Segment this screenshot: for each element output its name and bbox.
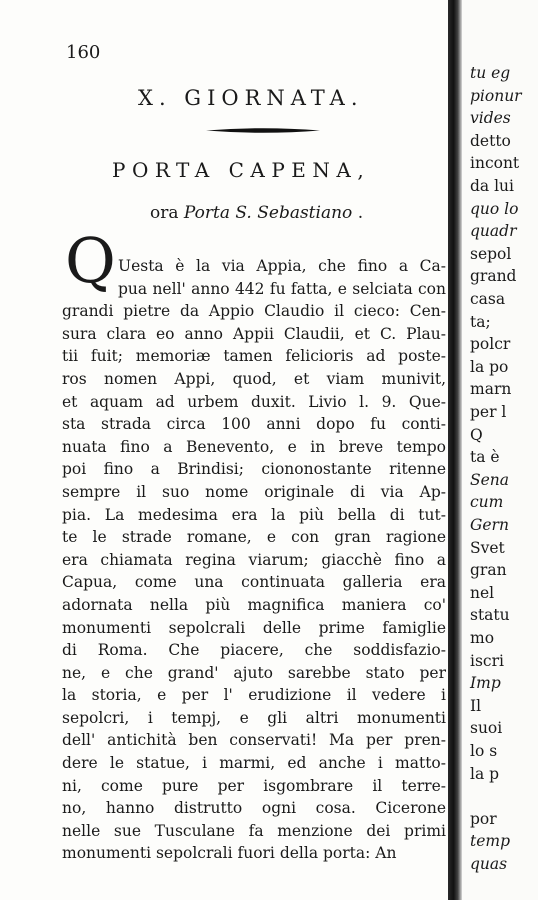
- text-line: Capua, come una continuata galleria era: [62, 573, 446, 592]
- page-number: 160: [66, 42, 101, 63]
- text-line: dere le statue, i marmi, ed anche i matto-: [62, 754, 446, 773]
- facing-text-line: ta è: [470, 448, 500, 467]
- facing-text-line: per l: [470, 403, 507, 421]
- text-line: sta strada circa 100 anni dopo fu conti-: [62, 415, 446, 434]
- text-line: sempre il suo nome originale di via Ap-: [62, 482, 446, 501]
- facing-text-line: gran: [470, 561, 507, 580]
- book-gutter: [448, 0, 462, 900]
- chapter-title: PORTA CAPENA,: [112, 158, 371, 182]
- facing-text-line: iscri: [470, 651, 504, 670]
- facing-text-line: nel: [470, 583, 495, 602]
- facing-text-line: Il: [470, 696, 482, 715]
- text-line: ne, e che grand' ajuto sarebbe stato per: [62, 663, 446, 682]
- subtitle-suffix: .: [357, 203, 364, 223]
- facing-text-line: da lui: [470, 177, 514, 195]
- facing-text-line: statu: [470, 606, 510, 625]
- text-line: sura clara eo anno Appii Claudii, et C. Plau-: [62, 324, 446, 343]
- facing-text-line: casa: [470, 290, 506, 308]
- text-line: nelle sue Tusculane fa menzione dei primi: [62, 821, 446, 840]
- text-line: nuata fino a Benevento, e in breve tempo: [62, 437, 446, 456]
- text-line: pua nell' anno 442 fu fatta, e selciata con: [118, 279, 446, 298]
- facing-text-line: quas: [470, 855, 508, 873]
- facing-text-line: Sena: [470, 470, 510, 489]
- facing-text-line: vides: [470, 109, 511, 128]
- facing-text-line: detto: [470, 131, 511, 150]
- text-line: grandi pietre da Appio Claudio il cieco: Cen-: [62, 302, 446, 321]
- text-line: te le strade romane, e con gran ragione: [62, 528, 446, 547]
- facing-text-line: la p: [470, 764, 500, 783]
- facing-text-line: cum: [470, 493, 504, 512]
- running-head: X. GIORNATA.: [138, 86, 364, 110]
- text-line: di Roma. Che piacere, che soddisfazio-: [62, 641, 446, 660]
- facing-text-line: Q: [470, 425, 483, 444]
- facing-text-line: sepol: [470, 244, 512, 263]
- text-line: Uesta è la via Appia, che fino a Ca-: [118, 257, 446, 275]
- subtitle-prefix: ora: [150, 203, 179, 223]
- facing-text-line: quo lo: [470, 199, 519, 218]
- facing-text-line: por: [470, 809, 497, 828]
- text-line: et aquam ad urbem duxit. Livio l. 9. Que-: [62, 392, 446, 411]
- text-line: tii fuit; memoriæ tamen felicioris ad poste-: [62, 347, 446, 366]
- facing-text-line: tu eg: [470, 64, 511, 82]
- facing-text-line: grand: [470, 267, 517, 286]
- text-line: adornata nella più magnifica maniera co': [62, 595, 446, 614]
- facing-text-line: quadr: [470, 222, 517, 241]
- facing-text-line: incont: [470, 154, 520, 173]
- facing-text-line: mo: [470, 629, 495, 647]
- text-line: ni, come pure per isgombrare il terre-: [62, 776, 446, 795]
- facing-text-line: la po: [470, 357, 509, 376]
- text-line: ros nomen Appi, quod, et viam munivit,: [62, 369, 446, 388]
- facing-text-line: marn: [470, 380, 512, 399]
- text-line: dell' antichità ben conservati! Ma per pren-: [62, 731, 446, 750]
- facing-text-line: pionur: [470, 86, 522, 105]
- text-line: poi fino a Brindisi; ciononostante ritenne: [62, 460, 446, 479]
- subtitle-italic: Porta S. Sebastiano: [183, 203, 353, 223]
- text-line: pia. La medesima era la più bella di tut-: [62, 505, 446, 524]
- text-line: monumenti sepolcrali fuori della porta: An: [62, 844, 397, 863]
- text-line: la storia, e per l' erudizione il vedere i: [62, 686, 446, 705]
- facing-text-line: ta;: [470, 312, 491, 331]
- facing-text-line: Gern: [470, 516, 509, 534]
- drop-cap: Q: [65, 224, 116, 297]
- facing-text-line: polcr: [470, 335, 511, 354]
- facing-text-line: suoi: [470, 719, 503, 738]
- facing-page: [462, 0, 538, 900]
- chapter-subtitle: [150, 203, 363, 223]
- body-text: [62, 255, 446, 865]
- facing-text-line: temp: [470, 832, 511, 851]
- text-line: no, hanno distrutto ogni cosa. Cicerone: [62, 799, 446, 818]
- facing-text-line: Svet: [470, 538, 505, 557]
- text-line: sepolcri, i tempj, e gli altri monumenti: [62, 708, 446, 727]
- text-line: era chiamata regina viarum; giacchè fino a: [62, 550, 446, 569]
- facing-text-line: lo s: [470, 742, 498, 760]
- ornamental-rule: [206, 127, 320, 134]
- facing-text-line: Imp: [470, 674, 501, 693]
- text-line: monumenti sepolcrali delle prime famiglie: [62, 618, 446, 637]
